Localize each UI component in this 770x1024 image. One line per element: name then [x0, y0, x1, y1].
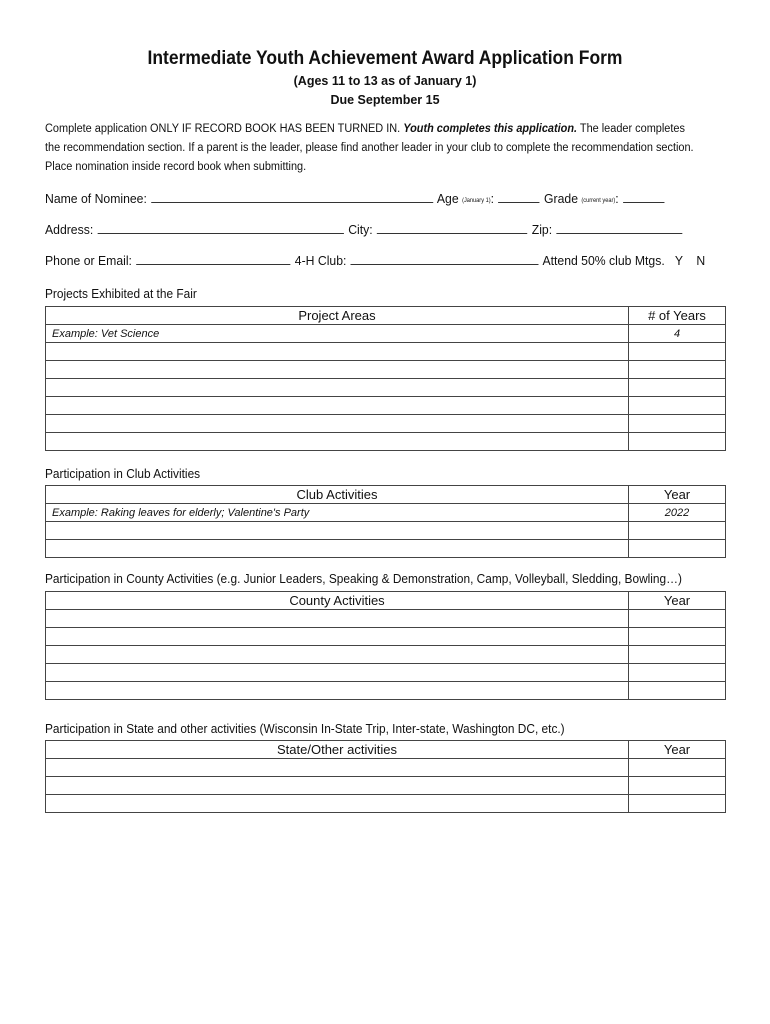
county-year-header: Year — [629, 592, 726, 610]
attend-no-option[interactable]: N — [696, 253, 706, 268]
nominee-name-field[interactable] — [151, 191, 433, 203]
county-activity-cell[interactable] — [46, 610, 629, 628]
grade-label: Grade — [544, 191, 579, 206]
project-example-text: Example: Vet Science — [46, 325, 629, 343]
instructions-youth-completes: Youth completes this application. — [403, 123, 578, 135]
years-header: # of Years — [629, 307, 726, 325]
county-activity-cell[interactable] — [46, 682, 629, 700]
state-activities-header: State/Other activities — [46, 741, 629, 759]
table-row — [46, 610, 726, 628]
table-header-row — [46, 741, 726, 759]
age-range-subtitle: (Ages 11 to 13 as of January 1) — [293, 74, 477, 88]
age-label: Age — [436, 191, 459, 206]
year-cell[interactable] — [629, 664, 726, 682]
table-row — [46, 397, 726, 415]
state-section-label: Participation in State and other activities (Wisconsin In-State Trip, Inter-state, Washington DC, etc.) — [45, 722, 565, 736]
table-row — [46, 433, 726, 451]
address-label: Address: — [45, 222, 94, 237]
years-cell[interactable] — [629, 397, 726, 415]
table-row — [46, 415, 726, 433]
county-activity-cell[interactable] — [46, 646, 629, 664]
county-activities-header: County Activities — [46, 592, 629, 610]
project-areas-header: Project Areas — [46, 307, 629, 325]
instructions-line-3: Place nomination inside record book when submitting. — [45, 161, 307, 173]
table-row — [46, 325, 726, 343]
club-section-label: Participation in Club Activities — [45, 467, 201, 481]
table-row — [46, 504, 726, 522]
phone-label: Phone or Email: — [45, 253, 132, 268]
projects-section-label: Projects Exhibited at the Fair — [45, 287, 197, 301]
attend-label: Attend 50% club Mtgs. — [542, 253, 665, 268]
instructions-record-book-note: Complete application ONLY IF RECORD BOOK HAS BEEN TURNED IN. — [45, 123, 401, 135]
city-label: City: — [348, 222, 373, 237]
nominee-row: Name of Nominee: Age (January 1): Grade (current year): — [45, 191, 665, 206]
county-activity-cell[interactable] — [46, 664, 629, 682]
years-cell[interactable] — [629, 379, 726, 397]
years-cell[interactable] — [629, 343, 726, 361]
county-activities-table — [45, 591, 726, 700]
table-row — [46, 379, 726, 397]
state-activity-cell[interactable] — [46, 777, 629, 795]
years-cell[interactable] — [629, 415, 726, 433]
table-row — [46, 361, 726, 379]
instructions-leader-completes: The leader completes — [579, 123, 685, 135]
table-row — [46, 343, 726, 361]
club-activity-cell[interactable] — [46, 522, 629, 540]
table-row — [46, 682, 726, 700]
zip-label: Zip: — [531, 222, 553, 237]
table-row — [46, 759, 726, 777]
table-header-row — [46, 307, 726, 325]
state-activities-table — [45, 740, 726, 813]
year-cell[interactable] — [629, 522, 726, 540]
project-area-cell[interactable] — [46, 397, 629, 415]
address-field[interactable] — [98, 222, 344, 234]
project-area-cell[interactable] — [46, 361, 629, 379]
instructions-line-1 — [45, 120, 701, 139]
phone-email-field[interactable] — [136, 253, 290, 265]
instructions-line-2: the recommendation section. If a parent is the leader, please find another leader in your club to complete the recommendation section. — [45, 142, 694, 154]
year-cell[interactable] — [629, 628, 726, 646]
table-row — [46, 628, 726, 646]
table-header-row — [46, 592, 726, 610]
project-area-cell[interactable] — [46, 433, 629, 451]
state-activity-cell[interactable] — [46, 795, 629, 813]
project-area-cell[interactable] — [46, 343, 629, 361]
state-year-header: Year — [629, 741, 726, 759]
form-title: Intermediate Youth Achievement Award Application Form — [147, 48, 623, 69]
table-row — [46, 777, 726, 795]
year-cell[interactable] — [629, 795, 726, 813]
project-area-cell[interactable] — [46, 379, 629, 397]
projects-table — [45, 306, 726, 451]
year-cell[interactable] — [629, 682, 726, 700]
nominee-label: Name of Nominee: — [45, 191, 147, 206]
table-row — [46, 540, 726, 558]
county-section-label: Participation in County Activities (e.g. Junior Leaders, Speaking & Demonstration, Camp, Volleyball, Sledding, Bowling…) — [45, 572, 682, 586]
table-row — [46, 795, 726, 813]
project-area-cell[interactable] — [46, 415, 629, 433]
instructions — [45, 120, 701, 177]
club-activity-cell[interactable] — [46, 540, 629, 558]
club-example-text: Example: Raking leaves for elderly; Valentine's Party — [46, 504, 629, 522]
grade-field[interactable] — [623, 191, 664, 203]
address-row — [45, 222, 683, 237]
attend-yes-option[interactable]: Y — [674, 253, 683, 268]
club-activities-table — [45, 485, 726, 558]
year-cell[interactable] — [629, 759, 726, 777]
table-row — [46, 522, 726, 540]
table-row — [46, 646, 726, 664]
state-activity-cell[interactable] — [46, 759, 629, 777]
year-cell[interactable] — [629, 646, 726, 664]
project-example-years: 4 — [629, 325, 726, 343]
year-cell[interactable] — [629, 540, 726, 558]
club-field[interactable] — [351, 253, 539, 265]
age-note: (January 1) — [462, 198, 491, 204]
year-cell[interactable] — [629, 610, 726, 628]
club-year-header: Year — [629, 486, 726, 504]
club-activities-header: Club Activities — [46, 486, 629, 504]
years-cell[interactable] — [629, 361, 726, 379]
table-header-row — [46, 486, 726, 504]
due-date-subtitle: Due September 15 — [330, 93, 440, 107]
years-cell[interactable] — [629, 433, 726, 451]
county-activity-cell[interactable] — [46, 628, 629, 646]
age-field[interactable] — [498, 191, 539, 203]
club-example-year: 2022 — [629, 504, 726, 522]
table-row — [46, 664, 726, 682]
contact-row — [45, 253, 705, 268]
zip-field[interactable] — [556, 222, 682, 234]
year-cell[interactable] — [629, 777, 726, 795]
city-field[interactable] — [377, 222, 527, 234]
grade-note: (current year) — [581, 198, 616, 204]
club-label: 4-H Club: — [294, 253, 347, 268]
